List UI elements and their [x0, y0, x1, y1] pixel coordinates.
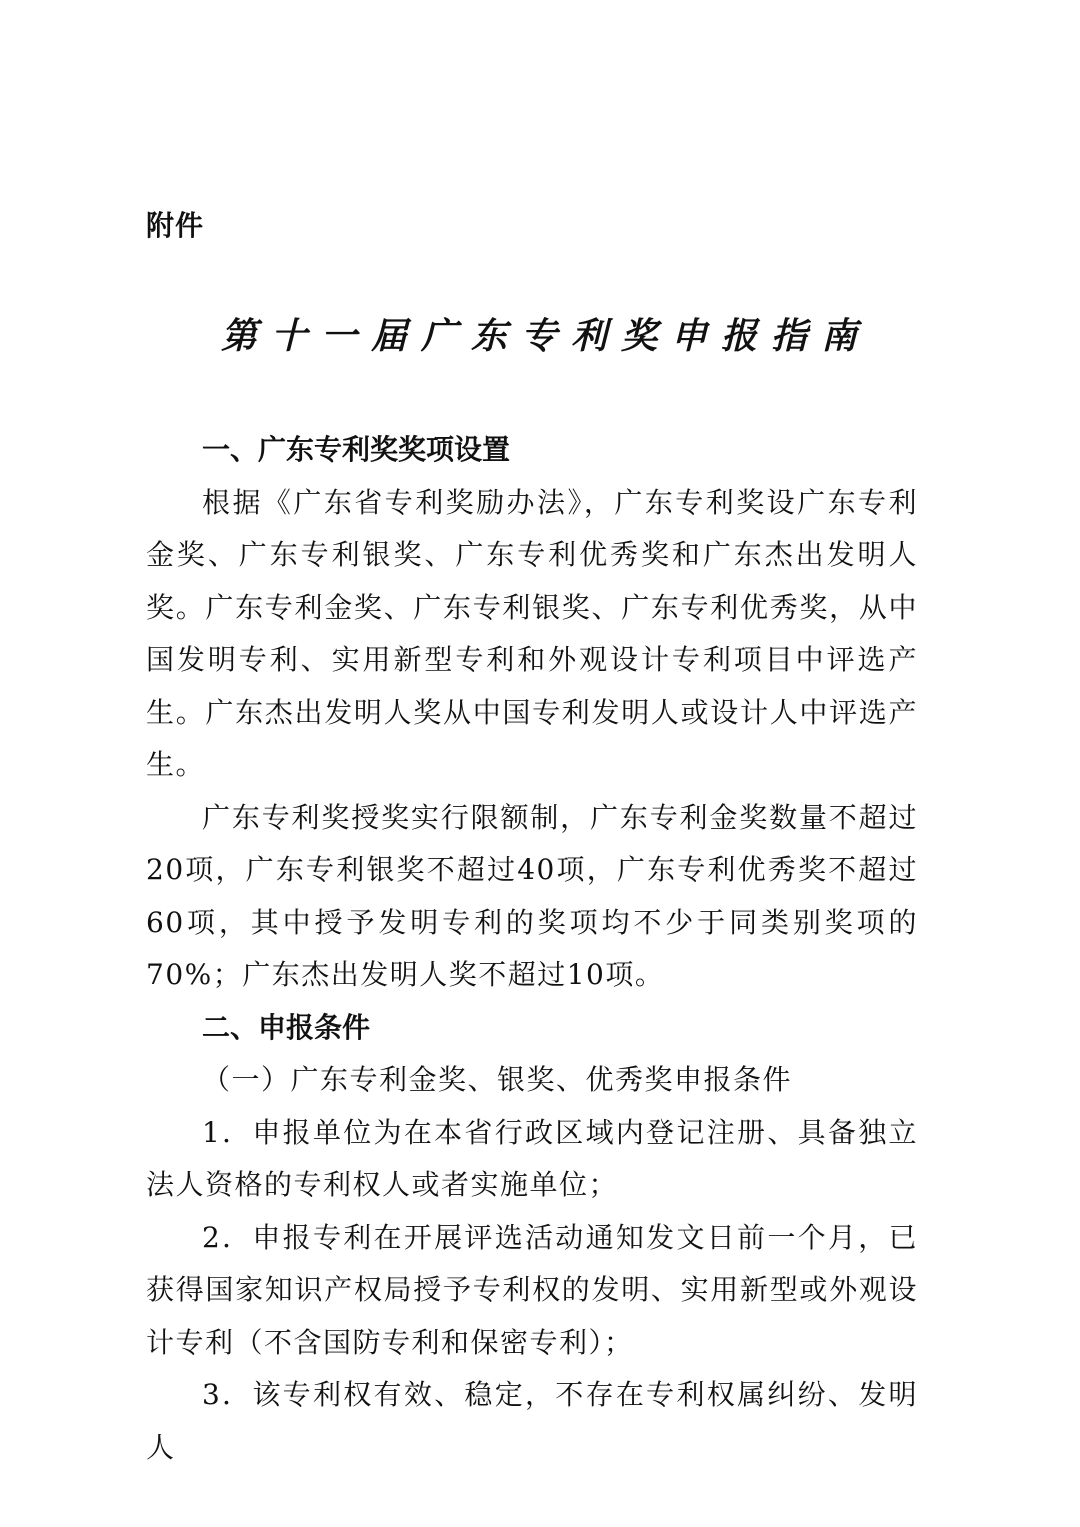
paragraph-award-types: 根据《广东省专利奖励办法》，广东专利奖设广东专利金奖、广东专利银奖、广东专利优秀奖和广东杰出发明人奖。广东专利金奖、广东专利银奖、广东专利优秀奖，从中国发明专利、实用新型专利和外观设计专利项目中评选产生。广东杰出发明人奖从中国专利发明人或设计人中评选产生。: [146, 485, 918, 781]
attachment-label: 附件: [146, 209, 205, 242]
condition-item-3: 3．该专利权有效、稳定，不存在专利权属纠纷、发明人: [146, 1378, 918, 1464]
section-heading-award-settings: 一、广东专利奖奖项设置: [202, 433, 511, 466]
condition-item-2: 2．申报专利在开展评选活动通知发文日前一个月，已获得国家知识产权局授予专利权的发明、实用新型或外观设计专利（不含国防专利和保密专利）；: [146, 1220, 918, 1359]
paragraph-award-quota: 广东专利奖授奖实行限额制，广东专利金奖数量不超过20项，广东专利银奖不超过40项，广东专利优秀奖不超过60项，其中授予发明专利的奖项均不少于同类别奖项的70%；广东杰出发明人奖不超过10项。: [146, 800, 918, 991]
subsection-heading-patent-awards: （一）广东专利金奖、银奖、优秀奖申报条件: [202, 1063, 793, 1096]
document-title: 第十一届广东专利奖申报指南: [220, 315, 871, 357]
condition-item-1: 1．申报单位为在本省行政区域内登记注册、具备独立法人资格的专利权人或者实施单位；: [146, 1115, 918, 1201]
document-body: [146, 424, 918, 1474]
section-heading-conditions: 二、申报条件: [202, 1010, 371, 1044]
